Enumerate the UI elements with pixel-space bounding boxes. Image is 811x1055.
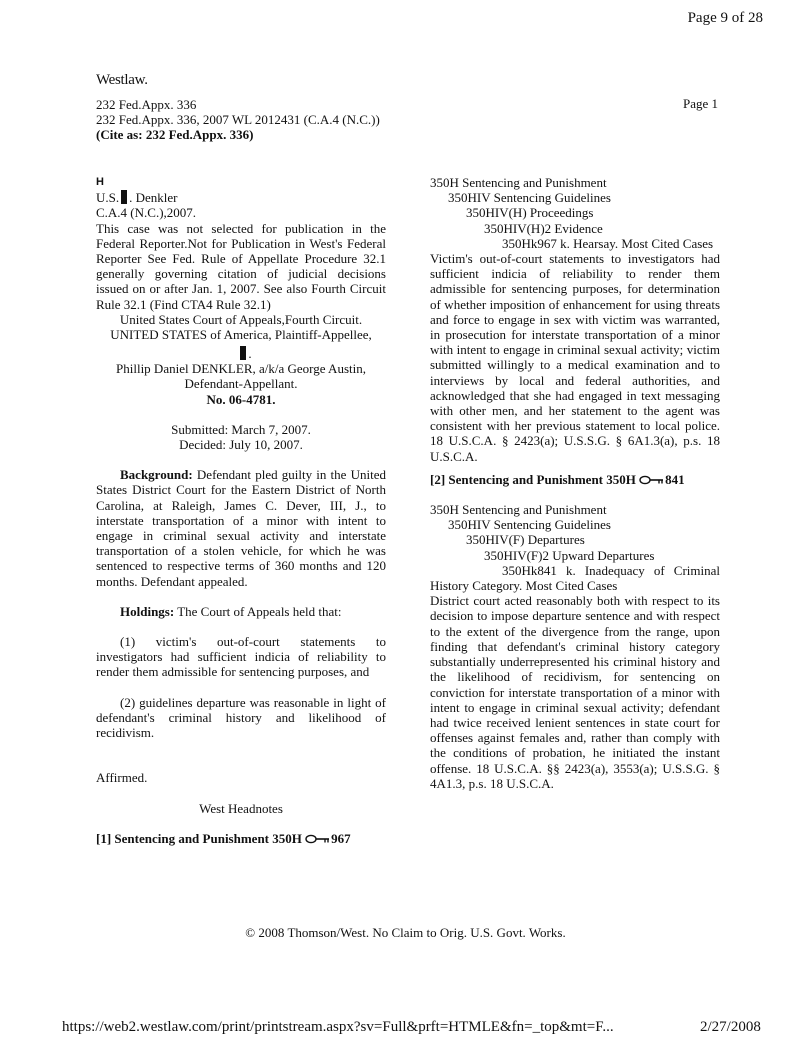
left-column [96,175,386,846]
page-label: Page 1 [683,96,719,111]
court-year: C.A.4 (N.C.),2007. [96,205,197,221]
versus-line [96,346,386,361]
disposition: Affirmed. [96,770,148,786]
case-short-post: . Denkler [129,190,178,206]
case-short-title [96,190,386,205]
headnote-1-text: Victim's out-of-court statements to investigators had sufficient indicia of reliability to render them admissible for sentencing purposes, for determination of whether imposition of enhancement for using threats and force to engage in sex with victim was warranted, in prosecution for interstate transportation of a minor with intent to engage in criminal sexual activity; victim submitted willingly to a medical examination and to interviews by local and federal authorities, and acknowledged that she had engaged in text messaging with other men, and her statement to the agent was consistent with her previous statement to local police. 18 U.S.C.A. § 2423(a); U.S.S.G. § 6A1.3(a), p.s. 18 U.S.C.A. [430,251,720,464]
key-number-icon [305,834,331,844]
hn1-tree-level-2[interactable]: 350HIV(H) Proceedings [466,205,594,221]
hn2-tree-level-2[interactable]: 350HIV(F) Departures [466,532,585,548]
defendant-role: Defendant-Appellant. [184,376,298,392]
headnote-2-text: District court acted reasonably both with respect to its decision to impose departure sentence and with respect to the extent of the divergence from the range, upon finding that defendant's criminal history category substantially underrepresented his criminal history and the likelihood of recidivism, for sentencing on conviction for interstate transportation of a minor with intent to engage in criminal sexual activity; defendant had twice received lenient sentences in state court for offenses against females and, rather than comply with the conditions of probation, he initiated the instant offense. 18 U.S.C.A. §§ 2423(a), 3553(a); U.S.S.G. § 4A1.3, p.s. 18 U.S.C.A. [430,593,720,791]
headnote-2-suffix: 841 [665,471,685,487]
decided-date: Decided: July 10, 2007. [179,437,303,453]
hn1-tree-level-4[interactable]: 350Hk967 k. Hearsay. Most Cited Cases [502,235,714,251]
case-short-pre: U.S. [96,190,120,206]
key-number-icon [639,475,665,485]
print-date: 2/27/2008 [700,1019,761,1035]
redaction-mark [240,346,246,360]
hn2-tree-level-4[interactable]: 350Hk841 k. Inadequacy of Criminal History Category. Most Cited Cases [430,562,720,594]
holdings-text: The Court of Appeals held that: [174,603,342,619]
page-counter: Page 9 of 28 [687,10,763,26]
hn2-tree-level-1[interactable]: 350HIV Sentencing Guidelines [448,517,611,533]
docket-number: No. 06-4781. [206,391,276,407]
hn2-tree-level-0[interactable]: 350H Sentencing and Punishment [430,502,607,518]
holdings-paragraph [96,604,386,619]
hn1-tree-level-1[interactable]: 350HIV Sentencing Guidelines [448,190,611,206]
defendant: Phillip Daniel DENKLER, a/k/a George Austin, [116,361,366,377]
background-text: Defendant pled guilty in the United States District Court for the Eastern District of North Carolina, at Raleigh, James C. Dever, III, J., to interstate transportation of a minor with intent to engage in criminal sexual activity and interstate transportation of a stolen vehicle, for which he was sentenced to respective terms of 360 months and 120 months. Defendant appealed. [96,467,386,589]
background-paragraph [96,467,386,589]
versus-tail: . [248,346,252,362]
hn1-tree-level-3[interactable]: 350HIV(H)2 Evidence [484,220,603,236]
citation-line: 232 Fed.Appx. 336, 2007 WL 2012431 (C.A.4 (N.C.)) [96,112,380,127]
plaintiff: UNITED STATES of America, Plaintiff-Appellee, [110,327,372,343]
history-marker: H [96,176,104,188]
headnote-1-heading[interactable] [96,831,386,846]
headnote-2-prefix: [2] Sentencing and Punishment 350H [430,471,636,487]
headnote-1-suffix: 967 [331,830,351,846]
background-label: Background: [120,467,193,483]
holding-one: (1) victim's out-of-court statements to investigators had sufficient indicia of reliability to render them admissible for sentencing purposes, and [96,634,386,680]
hn2-tree-level-3[interactable]: 350HIV(F)2 Upward Departures [484,547,655,563]
headnotes-title: West Headnotes [199,800,283,816]
submitted-date: Submitted: March 7, 2007. [171,421,311,437]
holdings-label: Holdings: [120,603,175,619]
print-url: https://web2.westlaw.com/print/printstream.aspx?sv=Full&prft=HTMLE&fn=_top&mt=F... [62,1019,614,1035]
citation-line: 232 Fed.Appx. 336 [96,97,197,112]
publication-note: This case was not selected for publication in the Federal Reporter.Not for Publication in West's Federal Reporter See Fed. Rule of Appellate Procedure 32.1 generally governing citation of judicial decisions issued on or after Jan. 1, 2007. See also Fourth Circuit Rule 32.1 (Find CTA4 Rule 32.1) [96,220,386,312]
citation-block [96,97,380,142]
redaction-mark [121,190,127,204]
copyright-notice: © 2008 Thomson/West. No Claim to Orig. U.S. Govt. Works. [245,925,566,940]
headnote-1-prefix: [1] Sentencing and Punishment 350H [96,830,302,846]
westlaw-logo: Westlaw. [96,72,148,88]
headnote-2-heading[interactable] [430,472,720,487]
right-column [430,175,720,791]
hn1-tree-level-0[interactable]: 350H Sentencing and Punishment [430,175,607,190]
cite-as: (Cite as: 232 Fed.Appx. 336) [96,127,254,142]
court-name: United States Court of Appeals,Fourth Circuit. [119,311,363,327]
holding-two: (2) guidelines departure was reasonable in light of defendant's criminal history and likelihood of recidivism. [96,694,386,741]
